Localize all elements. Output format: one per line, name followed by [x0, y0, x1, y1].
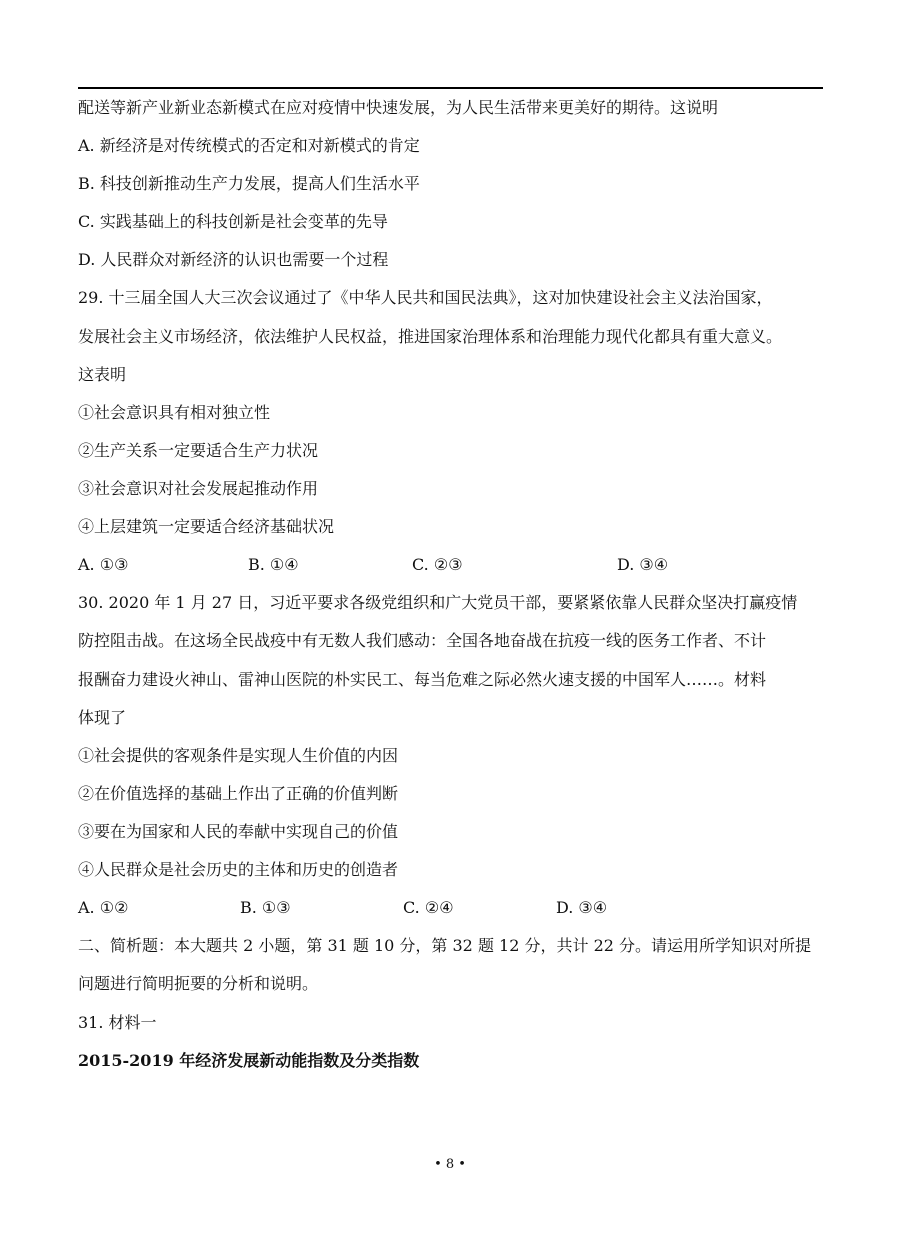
q29-choice-c: C. ②③ — [412, 555, 463, 574]
q28-option-b: B. 科技创新推动生产力发展，提高人们生活水平 — [78, 174, 420, 193]
q30-choice-b: B. ①③ — [240, 898, 291, 917]
q29-stem-line-1: 29. 十三届全国人大三次会议通过了《中华人民共和国民法典》，这对加快建设社会主义法治国家， — [78, 288, 773, 307]
q30-item-3: ③要在为国家和人民的奉献中实现自己的价值 — [78, 822, 399, 841]
q28-option-d: D. 人民群众对新经济的认识也需要一个过程 — [78, 250, 389, 269]
q30-choice-a: A. ①② — [78, 898, 129, 917]
q30-item-2: ②在价值选择的基础上作出了正确的价值判断 — [78, 784, 399, 803]
question-28-stem-tail: 配送等新产业新业态新模式在应对疫情中快速发展，为人民生活带来更美好的期待。这说明 — [78, 98, 719, 117]
q30-stem-line-4: 体现了 — [78, 708, 127, 727]
section-2-heading-line-1: 二、简析题：本大题共 2 小题，第 31 题 10 分，第 32 题 12 分，共计 22 分。请运用所学知识对所提 — [78, 936, 812, 955]
q30-item-1: ①社会提供的客观条件是实现人生价值的内因 — [78, 746, 399, 765]
q29-item-2: ②生产关系一定要适合生产力状况 — [78, 441, 319, 460]
q30-stem-line-2: 防控阻击战。在这场全民战疫中有无数人我们感动：全国各地奋战在抗疫一线的医务工作者、不计 — [78, 631, 767, 650]
q28-option-c: C. 实践基础上的科技创新是社会变革的先导 — [78, 212, 388, 231]
q31-label: 31. 材料一 — [78, 1013, 157, 1032]
q31-chart-caption: 2015-2019 年经济发展新动能指数及分类指数 — [78, 1051, 420, 1070]
top-rule — [78, 87, 823, 89]
q29-choices — [78, 555, 823, 575]
page-number: • 8 • — [434, 1157, 466, 1172]
section-2-heading-line-2: 问题进行简明扼要的分析和说明。 — [78, 974, 319, 993]
q30-stem-line-3: 报酬奋力建设火神山、雷神山医院的朴实民工、每当危难之际必然火速支援的中国军人……。材料 — [78, 670, 767, 689]
q29-stem-line-3: 这表明 — [78, 365, 127, 384]
q29-choice-a: A. ①③ — [78, 555, 129, 574]
q30-stem-line-1: 30. 2020 年 1 月 27 日，习近平要求各级党组织和广大党员干部，要紧紧依靠人民群众坚决打赢疫情 — [78, 593, 798, 612]
q29-item-3: ③社会意识对社会发展起推动作用 — [78, 479, 319, 498]
q30-item-4: ④人民群众是社会历史的主体和历史的创造者 — [78, 860, 399, 879]
q30-choices — [78, 898, 823, 918]
q29-item-1: ①社会意识具有相对独立性 — [78, 403, 271, 422]
q29-stem-line-2: 发展社会主义市场经济，依法维护人民权益，推进国家治理体系和治理能力现代化都具有重大意义。 — [78, 327, 783, 346]
q30-choice-d: D. ③④ — [556, 898, 608, 917]
q29-item-4: ④上层建筑一定要适合经济基础状况 — [78, 517, 335, 536]
q30-choice-c: C. ②④ — [403, 898, 454, 917]
q28-option-a: A. 新经济是对传统模式的否定和对新模式的肯定 — [78, 136, 420, 155]
q29-choice-d: D. ③④ — [617, 555, 669, 574]
q29-choice-b: B. ①④ — [248, 555, 299, 574]
